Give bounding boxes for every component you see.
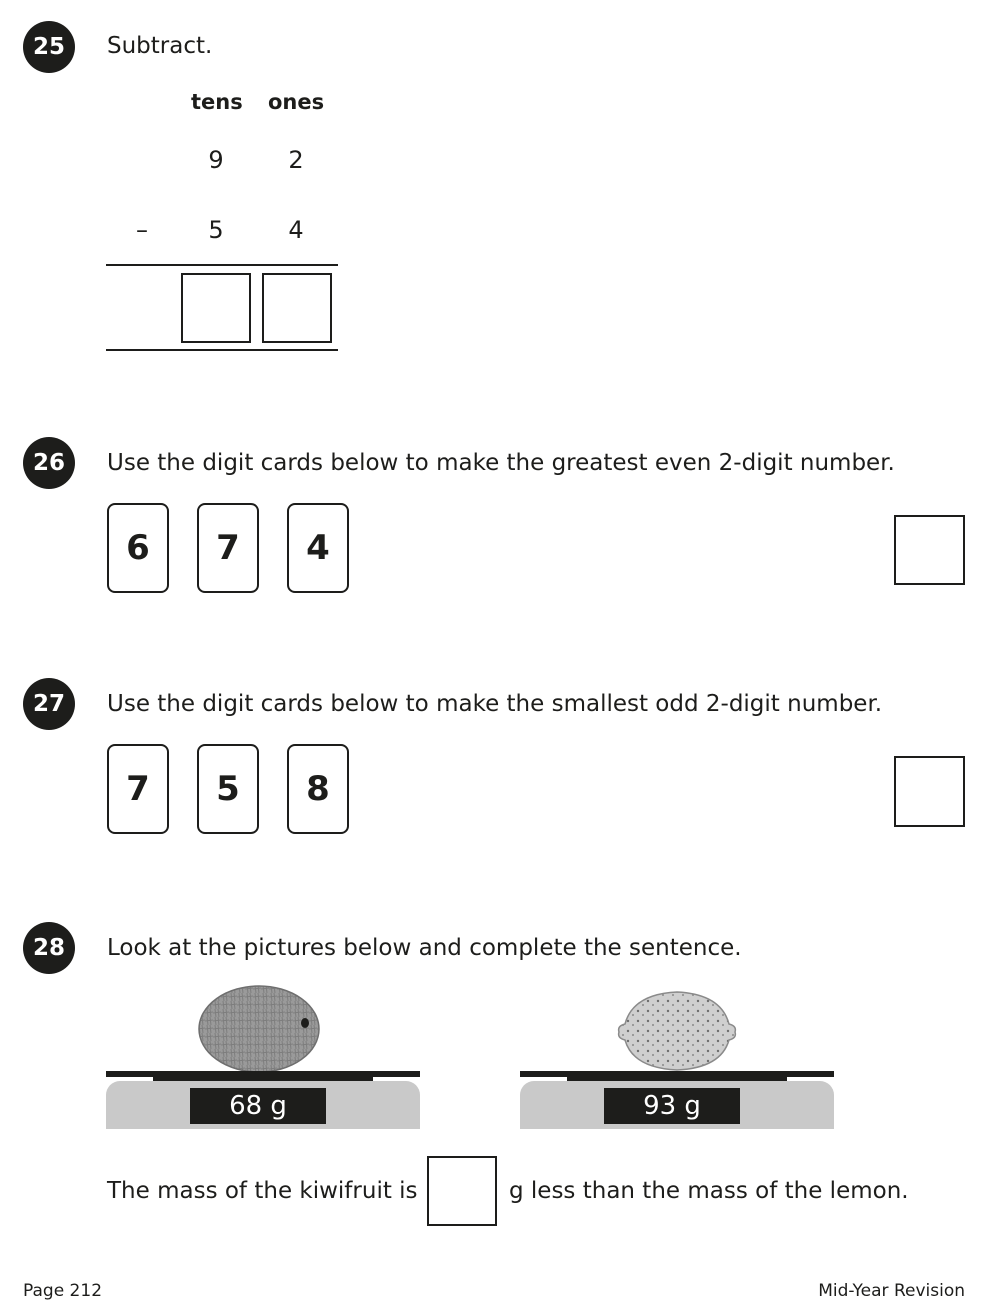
digit-card: 8 bbox=[287, 744, 349, 834]
answer-line-bottom bbox=[106, 349, 338, 351]
question-number-26: 26 bbox=[23, 437, 75, 489]
digit-card: 6 bbox=[107, 503, 169, 593]
answer-box-q28[interactable] bbox=[427, 1156, 497, 1226]
lemon-scale-reading: 93 g bbox=[604, 1088, 740, 1124]
ones-column-header: ones bbox=[268, 90, 325, 114]
minus-sign: – bbox=[136, 216, 148, 244]
question-25-prompt: Subtract. bbox=[107, 33, 213, 59]
sentence-start: The mass of the kiwifruit is bbox=[107, 1178, 418, 1204]
lemon-image bbox=[615, 988, 739, 1072]
page-number: Page 212 bbox=[23, 1281, 103, 1301]
answer-box-tens[interactable] bbox=[181, 273, 251, 343]
question-27-prompt: Use the digit cards below to make the smallest odd 2-digit number. bbox=[107, 691, 883, 717]
tens-column-header: tens bbox=[191, 90, 243, 114]
bottom-ones-digit: 4 bbox=[288, 216, 304, 244]
top-ones-digit: 2 bbox=[288, 146, 304, 174]
question-number-27: 27 bbox=[23, 678, 75, 730]
kiwifruit-image bbox=[197, 985, 321, 1073]
answer-line-top bbox=[106, 264, 338, 266]
question-number-25: 25 bbox=[23, 21, 75, 73]
bottom-tens-digit: 5 bbox=[208, 216, 224, 244]
question-28-prompt: Look at the pictures below and complete the sentence. bbox=[107, 935, 742, 961]
top-tens-digit: 9 bbox=[208, 146, 224, 174]
kiwi-scale-reading: 68 g bbox=[190, 1088, 326, 1124]
question-26-prompt: Use the digit cards below to make the greatest even 2-digit number. bbox=[107, 450, 895, 476]
answer-box-ones[interactable] bbox=[262, 273, 332, 343]
digit-card: 5 bbox=[197, 744, 259, 834]
section-title: Mid-Year Revision bbox=[818, 1281, 965, 1301]
question-number-28: 28 bbox=[23, 922, 75, 974]
digit-card: 4 bbox=[287, 503, 349, 593]
digit-card: 7 bbox=[197, 503, 259, 593]
answer-box-q27[interactable] bbox=[894, 756, 965, 827]
sentence-end: g less than the mass of the lemon. bbox=[509, 1178, 909, 1204]
digit-card: 7 bbox=[107, 744, 169, 834]
answer-box-q26[interactable] bbox=[894, 515, 965, 585]
